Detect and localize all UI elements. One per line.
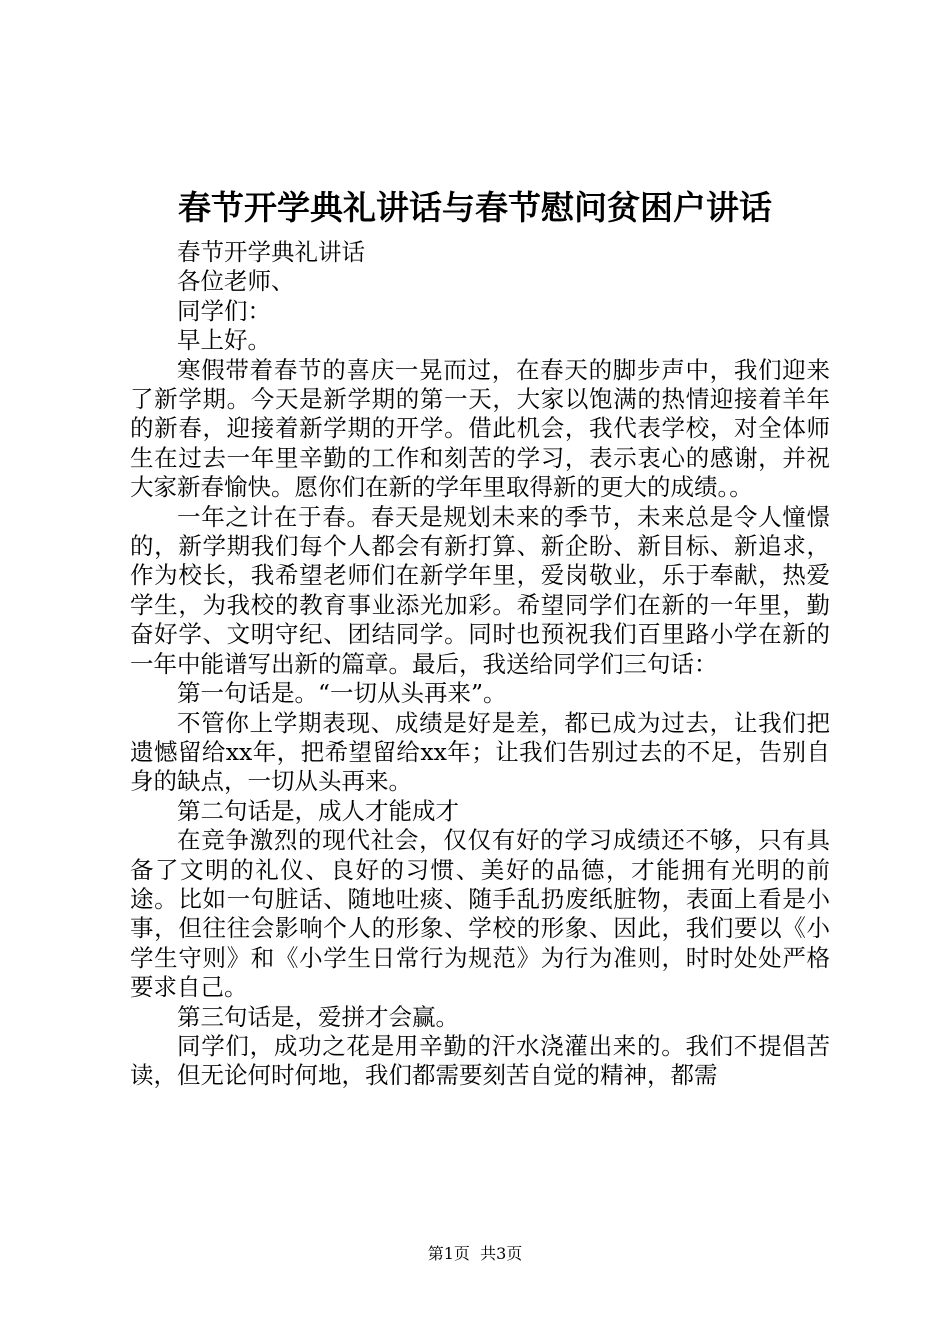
paragraph: 寒假带着春节的喜庆一晃而过，在春天的脚步声中，我们迎来了新学期。今天是新学期的第一天，大家以饱满的热情迎接着羊年的新春，迎接着新学期的开学。借此机会，我代表学校，对全体师生在过去一年里辛勤的工作和刻苦的学习，表示衷心的感谢，并祝大家新春愉快。愿你们在新的学年里取得新的更大的成绩。。	[130, 355, 830, 502]
paragraph: 同学们：	[177, 296, 271, 325]
document-body	[130, 238, 830, 1091]
paragraph: 第一句话是。“一切从头再来”。	[177, 679, 507, 708]
page-footer	[0, 1243, 950, 1265]
paragraph: 早上好。	[177, 326, 271, 355]
paragraph: 一年之计在于春。春天是规划未来的季节，未来总是令人憧憬的，新学期我们每个人都会有新打算、新企盼、新目标、新追求，作为校长，我希望老师们在新学年里，爱岗敬业，乐于奉献，热爱学生，为我校的教育事业添光加彩。希望同学们在新的一年里，勤奋好学、文明守纪、团结同学。同时也预祝我们百里路小学在新的一年中能谱写出新的篇章。最后，我送给同学们三句话：	[130, 502, 830, 678]
paragraph: 同学们，成功之花是用辛勤的汗水浇灌出来的。我们不提倡苦读，但无论何时何地，我们都需要刻苦自觉的精神，都需	[130, 1031, 830, 1090]
paragraph: 不管你上学期表现、成绩是好是差，都已成为过去，让我们把遗憾留给xx年，把希望留给xx年；让我们告别过去的不足，告别自身的缺点，一切从头再来。	[130, 708, 830, 796]
page-number: 第1页	[427, 1244, 470, 1263]
page-total: 共3页	[480, 1244, 523, 1263]
paragraph: 春节开学典礼讲话	[177, 238, 365, 266]
paragraph: 各位老师、	[177, 267, 295, 296]
paragraph: 第二句话是，成人才能成才	[177, 796, 459, 825]
document-title: 春节开学典礼讲话与春节慰问贫困户讲话	[178, 188, 772, 227]
paragraph: 第三句话是，爱拼才会赢。	[177, 1002, 459, 1031]
paragraph: 在竞争激烈的现代社会，仅仅有好的学习成绩还不够，只有具备了文明的礼仪、良好的习惯、美好的品德，才能拥有光明的前途。比如一句脏话、随地吐痰、随手乱扔废纸脏物，表面上看是小事，但往往会影响个人的形象、学校的形象、因此，我们要以《小学生守则》和《小学生日常行为规范》为行为准则，时时处处严格要求自己。	[130, 826, 830, 1002]
